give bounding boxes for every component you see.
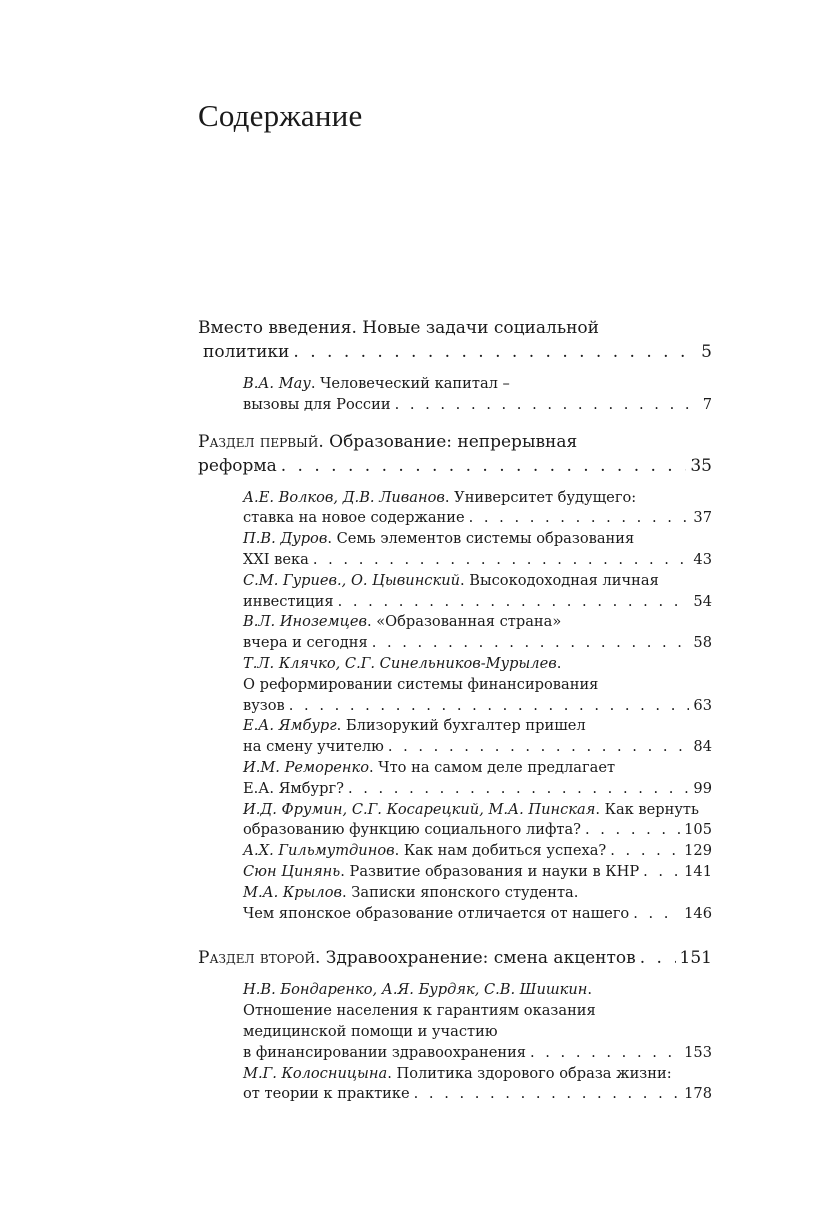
page-number: 58 xyxy=(693,634,712,652)
entry-author: Н.В. Бондаренко, А.Я. Бурдяк, С.В. Шишкин xyxy=(243,981,588,999)
toc-section-2[interactable] xyxy=(198,946,712,970)
page-number: 151 xyxy=(679,948,712,969)
dot-leader xyxy=(313,550,690,571)
entry-title: . Близорукий бухгалтер пришел xyxy=(336,717,586,735)
toc-entry[interactable] xyxy=(243,1064,712,1106)
section-title-line: Вместо введения. Новые задачи социальной xyxy=(198,318,599,338)
section-label: Раздел второй xyxy=(198,948,315,969)
page-number: 146 xyxy=(684,904,712,922)
page-number: 37 xyxy=(693,509,712,527)
entry-title: . Университет будущего: xyxy=(444,488,637,506)
entry-title: . Что на самом деле предлагает xyxy=(369,758,616,776)
entry-author: М.А. Крылов xyxy=(243,883,343,901)
toc-entry[interactable] xyxy=(243,758,712,800)
entry-author: П.В. Дуров xyxy=(243,530,328,548)
entry-title: . xyxy=(556,654,562,672)
entry-title: . xyxy=(587,981,593,999)
toc-entries-section-2 xyxy=(243,980,712,1105)
toc-entry[interactable] xyxy=(243,488,712,530)
page-title: Содержание xyxy=(198,98,363,133)
page-number: 7 xyxy=(702,395,712,413)
toc-entry[interactable] xyxy=(243,529,712,571)
entry-title: . Человеческий капитал – xyxy=(310,375,510,392)
dot-leader xyxy=(372,633,690,654)
page-number: 84 xyxy=(693,738,712,756)
entry-author: А.Е. Волков, Д.В. Ливанов xyxy=(243,488,445,506)
entry-title: XXI века xyxy=(243,550,309,568)
entry-title: . Развитие образования и науки в КНР xyxy=(340,862,640,880)
section-title-line: реформа xyxy=(198,455,277,476)
entry-title: О реформировании системы финансирования xyxy=(243,675,599,693)
toc-entry[interactable] xyxy=(243,800,712,842)
dot-leader xyxy=(530,1043,680,1064)
section-title-line: политики xyxy=(203,342,290,362)
dot-leader xyxy=(348,779,689,800)
entry-author: И.М. Реморенко xyxy=(243,758,370,776)
page-number: 178 xyxy=(684,1085,712,1103)
toc-entry[interactable] xyxy=(243,571,712,613)
entry-author: Т.Л. Клячко, С.Г. Синельников-Мурылев xyxy=(243,654,557,672)
entry-title: в финансировании здравоохранения xyxy=(243,1043,526,1061)
toc-entry[interactable] xyxy=(243,716,712,758)
table-of-contents xyxy=(198,316,712,1105)
entry-title: . Высокодоходная личная xyxy=(460,571,659,589)
entry-title: . Политика здорового образа жизни: xyxy=(387,1064,672,1082)
entry-title: медицинской помощи и участию xyxy=(243,1022,498,1040)
entry-title: от теории к практике xyxy=(243,1085,410,1103)
toc-entry[interactable] xyxy=(243,862,712,883)
toc-entries-intro xyxy=(243,374,712,416)
entry-title: . Как вернуть xyxy=(595,800,699,818)
page-number: 129 xyxy=(684,842,712,860)
entry-title: вызовы для России xyxy=(243,395,391,413)
dot-leader xyxy=(388,737,690,758)
section-title-line: . Здравоохранение: смена акцентов xyxy=(314,948,636,969)
dot-leader xyxy=(633,904,680,925)
toc-entry[interactable] xyxy=(243,980,712,1063)
page-number: 63 xyxy=(693,696,712,714)
page-number: 153 xyxy=(684,1043,712,1061)
dot-leader xyxy=(469,508,690,529)
dot-leader xyxy=(281,454,687,478)
entry-author: М.Г. Колосницына xyxy=(243,1064,388,1082)
dot-leader xyxy=(293,340,697,364)
entry-title: Чем японское образование отличается от нашего xyxy=(243,904,630,922)
page-number: 5 xyxy=(701,342,712,362)
section-title-line: . Образование: непрерывная xyxy=(318,431,578,452)
dot-leader xyxy=(338,592,690,613)
entry-title: . Записки японского студента. xyxy=(342,883,579,901)
entry-title: вузов xyxy=(243,696,285,714)
dot-leader xyxy=(585,820,680,841)
entry-title: . Семь элементов системы образования xyxy=(327,530,635,548)
dot-leader xyxy=(395,395,699,416)
entry-author: В.Л. Иноземцев xyxy=(243,613,367,631)
page-number: 105 xyxy=(684,821,712,839)
toc-entries-section-1 xyxy=(243,488,712,925)
dot-leader xyxy=(414,1084,681,1105)
entry-author: В.А. Мау xyxy=(243,375,311,392)
entry-title: Е.А. Ямбург? xyxy=(243,779,344,797)
toc-entry[interactable] xyxy=(243,841,712,862)
toc-entry[interactable] xyxy=(243,654,712,716)
page-number: 54 xyxy=(693,592,712,610)
entry-author: Сюн Цинянь xyxy=(243,862,341,880)
entry-title: Отношение населения к гарантиям оказания xyxy=(243,1002,596,1020)
entry-author: С.М. Гуриев., О. Цывинский xyxy=(243,571,460,589)
entry-author: Е.А. Ямбург xyxy=(243,717,337,735)
page-number: 141 xyxy=(684,862,712,880)
entry-title: на смену учителю xyxy=(243,738,384,756)
toc-entry[interactable] xyxy=(243,612,712,654)
entry-title: образованию функцию социального лифта? xyxy=(243,821,581,839)
page-number: 99 xyxy=(693,779,712,797)
toc-section-1[interactable] xyxy=(198,430,712,478)
section-label: Раздел первый xyxy=(198,431,319,452)
toc-section-intro[interactable] xyxy=(198,316,712,364)
entry-title: . «Образованная страна» xyxy=(366,613,562,631)
dot-leader xyxy=(643,862,680,883)
entry-title: . Как нам добиться успеха? xyxy=(394,842,607,860)
toc-entry[interactable] xyxy=(243,883,712,925)
toc-entry[interactable] xyxy=(243,374,712,416)
entry-author: И.Д. Фрумин, С.Г. Косарецкий, М.А. Пинская xyxy=(243,800,596,818)
page-number: 35 xyxy=(690,455,712,476)
dot-leader xyxy=(610,841,680,862)
page-number: 43 xyxy=(693,550,712,568)
entry-author: А.Х. Гильмутдинов xyxy=(243,842,395,860)
entry-title: вчера и сегодня xyxy=(243,634,368,652)
dot-leader xyxy=(640,946,676,970)
entry-title: инвестиция xyxy=(243,592,334,610)
entry-title: ставка на новое содержание xyxy=(243,509,465,527)
dot-leader xyxy=(289,696,690,717)
